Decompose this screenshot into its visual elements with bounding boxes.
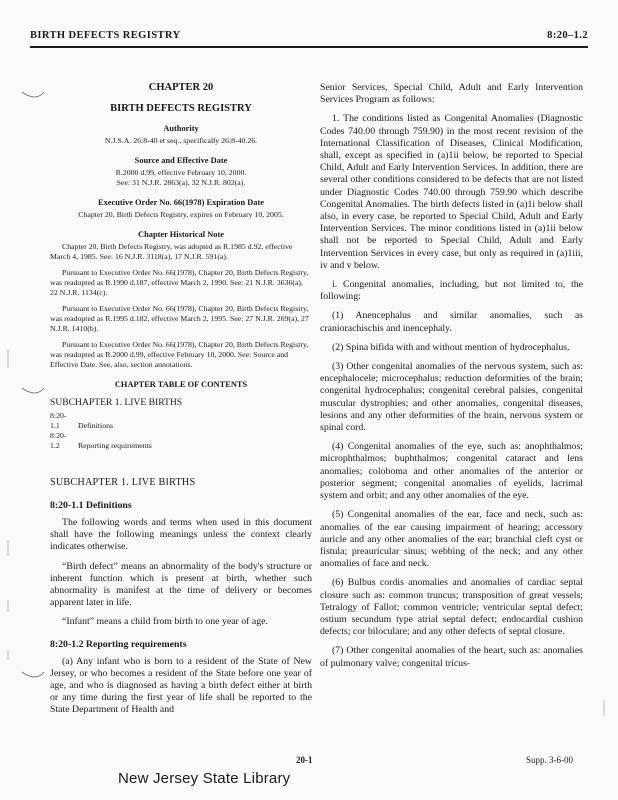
left-column <box>50 82 312 724</box>
historical-note-heading: Chapter Historical Note <box>138 230 224 239</box>
section-heading-reporting: 8:20-1.2 Reporting requirements <box>50 638 187 650</box>
authority-heading: Authority <box>163 124 199 133</box>
authority-text: N.J.S.A. 26:8-40 et seq., specifically 26:8-40.26. <box>104 136 258 145</box>
toc-item-label: Definitions <box>77 421 114 430</box>
toc-item[interactable] <box>50 411 312 431</box>
historical-note-paragraph: Pursuant to Executive Order No. 66(1978), Chapter 20, Birth Defects Registry, was readopted as R.1990 d.187, effective March 2, 1990. See: 21 N.J.R. 3636(a), 22 N.J.R. 1134(c). <box>50 268 309 297</box>
anomaly-item: (4) Congenital anomalies of the eye, such as: anophthalmos; microphthalmos; buphthalmos; congenital cataract and lens anomalies; coloboma and other anomalies of the anterior or posterior segment; congenital anomalies of eyelids, lacrimal system and orbit; and any other anomalies of the eye. <box>320 441 583 502</box>
definition-infant: “Infant” means a child from birth to one year of age. <box>62 616 268 628</box>
anomaly-item: (2) Spina bifida with and without mention of hydrocephalus. <box>332 341 570 353</box>
source-heading: Source and Effective Date <box>134 156 228 165</box>
toc-item[interactable] <box>50 431 312 451</box>
header-section-number: 8:20–1.2 <box>547 30 588 41</box>
reporting-item-1: 1. The conditions listed as Congenital Anomalies (Diagnostic Codes 740.00 through 759.90) in the most recent revision of the International Classification of Diseases, Clinical Modification, shall, except as specified in (a)1ii below, be reported to Special Child, Adult and Early Intervention Services. In addition, there are several other conditions considered to be defects that are not listed under Diagnostic Codes 740.00 through 759.90 which describe Congenital Anomalies. The birth defects listed in (a)1i below shall also, in every case, be reported to Special Child, Adult and Early Intervention Services. The minor conditions listed in (a)1ii below shall not be reported to Special Child, Adult and Early Intervention Services in every case, but only as required in (a)1iii, iv and v below. <box>320 113 583 271</box>
definition-birth-defect: “Birth defect” means an abnormality of the body's structure or inherent function which is present at birth, whether such abnormality is manifest at the time of delivery or becomes apparent later in life. <box>50 560 312 609</box>
toc-item-number: 8:20-1.1 <box>50 411 67 430</box>
historical-note-paragraph: Pursuant to Executive Order No. 66(1978), Chapter 20, Birth Defects Registry, was readopted as R.2000 d.99, effective February 10, 2000. See: Source and Effective Date. See, also, section annotations. <box>50 340 309 369</box>
header-title: BIRTH DEFECTS REGISTRY <box>30 30 181 41</box>
anomaly-item: (6) Bulbus cordis anomalies and anomalies of cardiac septal closure such as: common truncus; transposition of great vessels; Tetralogy of Fallot; common ventricle; ventricular septal defect; ostium secundum type atrial septal defect; endocardial cushion defects; cor biloculare; and any other defects of septal closure. <box>320 577 583 638</box>
source-line: R.2000 d.99, effective February 10, 2000. <box>115 168 247 177</box>
reporting-item-i: i. Congenital anomalies, including, but not limited to, the following: <box>320 279 583 303</box>
toc-item-number: 8:20-1.2 <box>50 431 67 450</box>
reporting-continuation: Senior Services, Special Child, Adult and Early Intervention Services Program as follows: <box>320 82 583 106</box>
executive-order-heading: Executive Order No. 66(1978) Expiration Date <box>98 198 264 207</box>
library-stamp: New Jersey State Library <box>118 770 291 787</box>
definitions-paragraph: The following words and terms when used in this document shall have the following meanings unless the context clearly indicates otherwise. <box>50 517 312 553</box>
source-line: See: 31 N.J.R. 2863(a), 32 N.J.R. 802(a). <box>116 178 246 187</box>
margin-curl-mark <box>22 672 44 677</box>
margin-curl-mark <box>22 388 44 393</box>
anomaly-item: (1) Anencephalus and similar anomalies, such as craniorachischis and inencephaly. <box>320 310 583 334</box>
page-number: 20-1 <box>296 755 313 765</box>
reporting-paragraph: (a) Any infant who is born to a resident of the State of New Jersey, or who becomes a resident of the State before one year of age, and who is diagnosed as having a birth defect either at birth or any time during the first year of life shall be reported to the State Department of Health and <box>50 655 312 716</box>
supplement-date: Supp. 3-6-00 <box>526 755 573 765</box>
chapter-title: BIRTH DEFECTS REGISTRY <box>110 103 252 114</box>
section-heading-definitions: 8:20-1.1 Definitions <box>50 500 132 511</box>
toc-heading: CHAPTER TABLE OF CONTENTS <box>114 380 248 389</box>
chapter-number: CHAPTER 20 <box>148 82 214 93</box>
margin-curl-mark <box>22 92 44 97</box>
right-column <box>320 82 583 677</box>
historical-note-paragraph: Chapter 20, Birth Defects Registry, was adopted as R.1985 d.92, effective March 4, 1985. See: 16 N.J.R. 3118(a), 17 N.J.R. 591(a). <box>50 242 293 261</box>
subchapter-title: SUBCHAPTER 1. LIVE BIRTHS <box>50 477 196 488</box>
toc-subchapter: SUBCHAPTER 1. LIVE BIRTHS <box>50 397 183 408</box>
historical-note-paragraph: Pursuant to Executive Order No. 66(1978), Chapter 20, Birth Defects Registry, was readopted as R.1995 d.182, effective March 2, 1995. See: 27 N.J.R. 269(a), 27 N.J.R. 1410(b). <box>50 304 309 333</box>
anomaly-item: (7) Other congenital anomalies of the heart, such as: anomalies of pulmonary valve; congenital tricus- <box>320 645 583 669</box>
toc-item-label: Reporting requirements <box>77 441 152 450</box>
anomaly-item: (3) Other congenital anomalies of the nervous system, such as: encephalocele; microcephalus; reduction deformities of the brain; congenital hydrocephalus; congenital cerebral palsies, congenital muscular dystrophies; and other anomalies, congenital diseases, lesions and any other deformities of the brain, nervous system or spinal cord. <box>320 361 583 434</box>
executive-order-text: Chapter 20, Birth Defects Registry, expires on February 10, 2005. <box>78 210 284 219</box>
anomaly-item: (5) Congenital anomalies of the ear, face and neck, such as: anomalies of the ear causing impairment of hearing; accessory auricle and any other anomalies of the ear; branchial cleft cyst or fistula; preauricular sinus; webbing of the neck; and any other anomalies of face and neck. <box>320 509 583 570</box>
